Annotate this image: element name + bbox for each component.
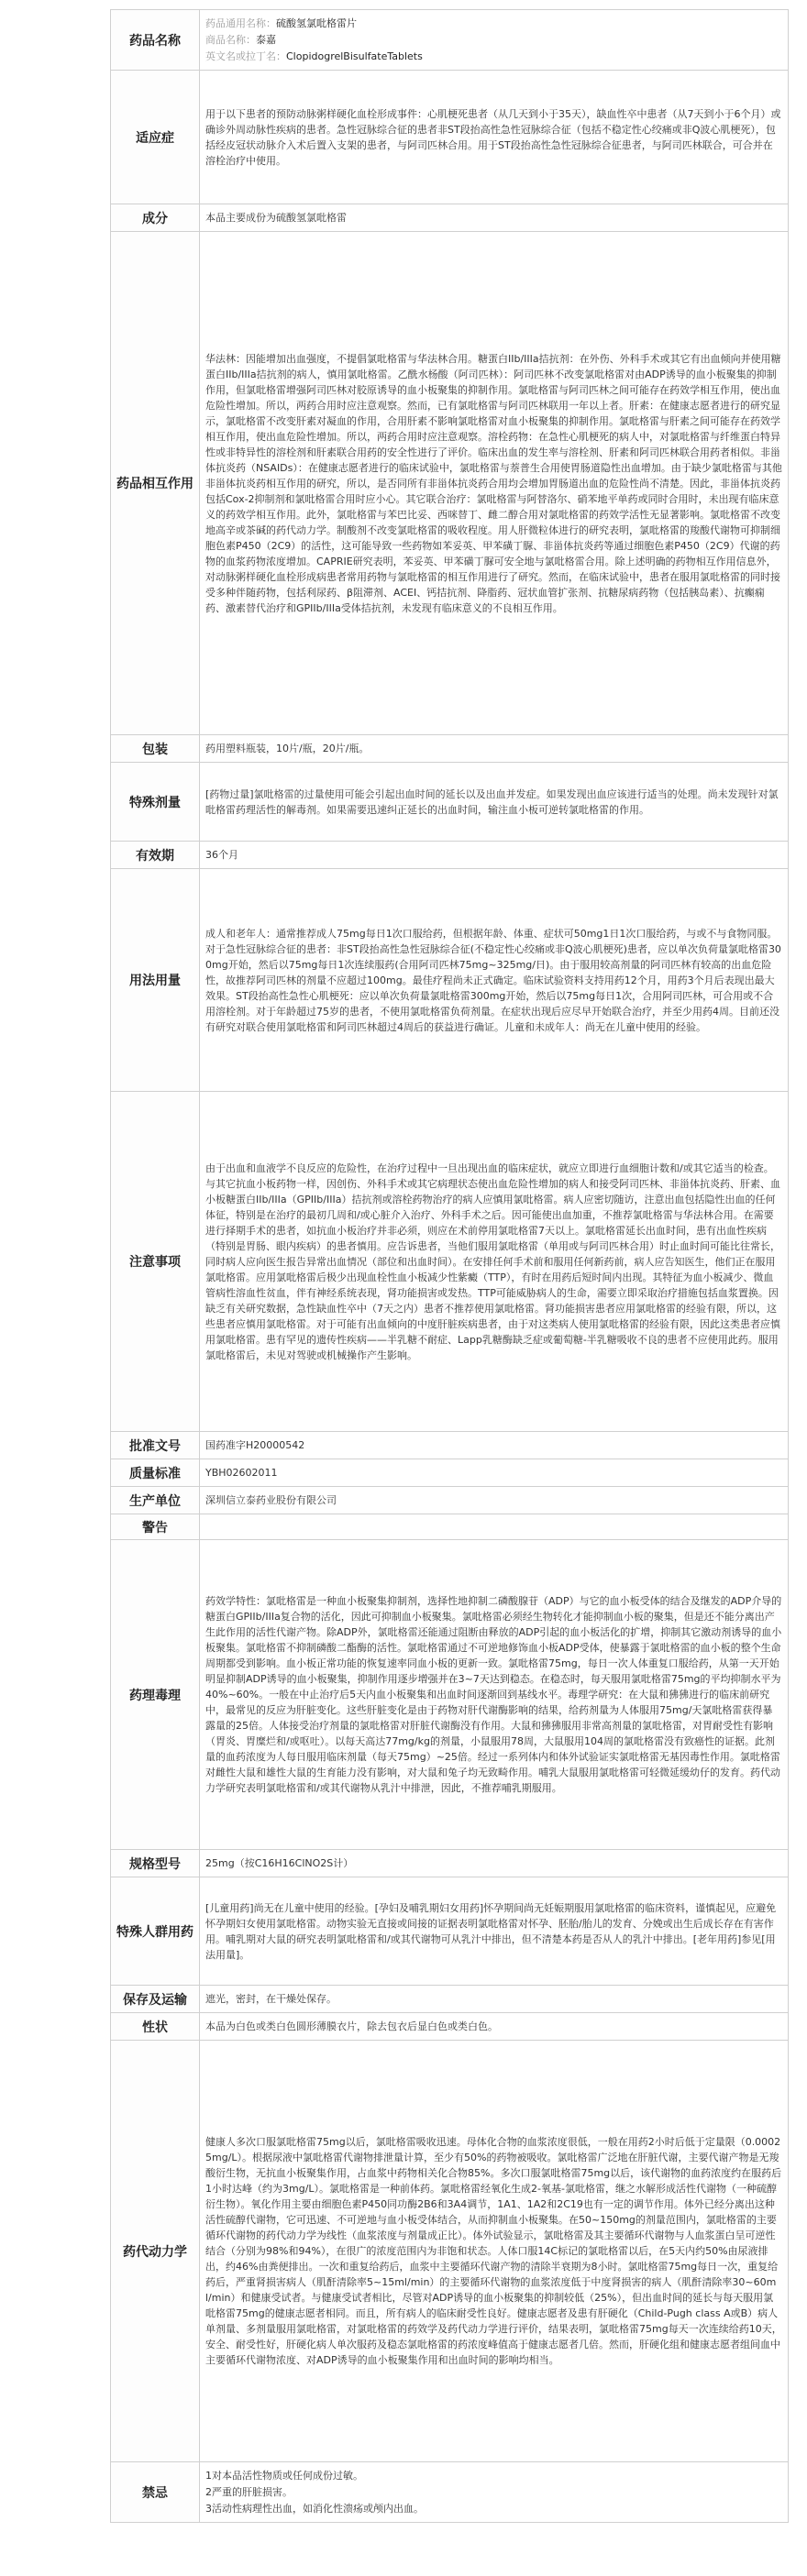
row-package	[111, 735, 789, 763]
label-validity: 有效期	[111, 842, 200, 869]
value-name	[200, 10, 789, 71]
value-interactions: 华法林：因能增加出血强度，不提倡氯吡格雷与华法林合用。糖蛋白IIb/IIIa拮抗剂：在外伤、外科手术或其它有出血倾向并使用糖蛋白IIb/IIIa拮抗剂的病人，慎用氯吡格雷。乙酰水杨酸（阿司匹林）：阿司匹林不改变氯吡格雷对由ADP诱导的血小板聚集的抑制作用，但氯吡格雷增强阿司匹林对胶原诱导的血小板聚集的抑制作用。氯吡格雷与阿司匹林之间可能存在药效学相互作用，使出血危险性增加。所以，两药合用时应注意观察。然而，已有氯吡格雷与阿司匹林联用一年以上者。肝素：在健康志愿者进行的研究显示，氯吡格雷不改变肝素对凝血的作用，合用肝素不影响氯吡格雷对血小板聚集的抑制作用。氯吡格雷与肝素之间可能存在药效学相互作用，使出血危险性增加。所以，两药合用时应注意观察。溶栓药物：在急性心肌梗死的病人中，对氯吡格雷与纤维蛋白特异性或非特异性的溶栓剂和肝素联合用药的安全性进行了评价。临床出血的发生率与溶栓剂、肝素和阿司匹林联合用药者相似。非甾体抗炎药（NSAIDs）：在健康志愿者进行的临床试验中，氯吡格雷与萘普生合用使胃肠道隐性出血增加。由于缺少氯吡格雷与其他非甾体抗炎药相互作用的研究，所以，是否同所有非甾体抗炎药合用均会增加胃肠道出血的危险性尚不清楚。因此，非甾体抗炎药包括Cox-2抑制剂和氯吡格雷合用时应小心。其它联合治疗：氯吡格雷与阿替洛尔、硝苯地平单药或同时合用时，未出现有临床意义的药效学相互作用。此外，氯吡格雷与苯巴比妥、西咪替丁、雌二醇合用对氯吡格雷的药效学活性无显著影响。氯吡格雷不改变地高辛或茶碱的药代动力学。制酸剂不改变氯吡格雷的吸收程度。用人肝微粒体进行的研究表明，氯吡格雷的羧酸代谢物可抑制细胞色素P450（2C9）的活性，这可能导致一些药物如苯妥英、甲苯磺丁脲、非甾体抗炎药等通过细胞色素P450（2C9）代谢的药物的血浆药物浓度增加。CAPRIE研究表明，苯妥英、甲苯磺丁脲可安全地与氯吡格雷合用。除上述明确的药物相互作用信息外，对动脉粥样硬化血栓形成病患者常用药物与氯吡格雷的相互作用进行了研究。然而，在临床试验中，患者在服用氯吡格雷的同时接受多种伴随药物，包括利尿药、β阻滞剂、ACEI、钙拮抗剂、降脂药、冠状血管扩张剂、抗糖尿病药物（包括胰岛素）、抗癫痫药、激素替代治疗和GPIIb/IIIa受体拮抗剂，未发现有临床意义的不良相互作用。	[200, 232, 789, 735]
row-composition	[111, 204, 789, 232]
value-dosage: 成人和老年人：通常推荐成人75mg每日1次口服给药，但根据年龄、体重、症状可50mg1日1次口服给药，与或不与食物同服。对于急性冠脉综合征的患者：非ST段抬高性急性冠脉综合征(不稳定性心绞痛或非Q波心肌梗死)患者，应以单次负荷量氯吡格雷300mg开始，然后以75mg每日1次连续服药(合用阿司匹林75mg~325mg/日)。由于服用较高剂量的阿司匹林有较高的出血危险性，故推荐阿司匹林的剂量不应超过100mg。最佳疗程尚未正式确定。临床试验资料支持用药12个月，用药3个月后表现出最大效果。ST段抬高性急性心肌梗死：应以单次负荷量氯吡格雷300mg开始，然后以75mg每日1次，合用阿司匹林，可合用或不合用溶栓剂。对于年龄超过75岁的患者，不使用氯吡格雷负荷剂量。在症状出现后应尽早开始联合治疗，并至少用药4周。目前还没有研究对联合使用氯吡格雷和阿司匹林超过4周后的获益进行确证。儿童和未成年人：尚无在儿童中使用的经验。	[200, 869, 789, 1092]
label-pharmacokinetics: 药代动力学	[111, 2041, 200, 2462]
value-contraindications	[200, 2462, 789, 2523]
contraindication-item: 3活动性病理性出血，如消化性溃疡或颅内出血。	[205, 2502, 424, 2515]
label-composition: 成分	[111, 204, 200, 232]
row-warning	[111, 1514, 789, 1540]
row-pharmacology	[111, 1540, 789, 1850]
row-spec	[111, 1850, 789, 1877]
generic-name-line	[205, 16, 782, 32]
row-contraindications	[111, 2462, 789, 2523]
trade-name-key: 商品名称：	[205, 33, 256, 46]
label-dosage: 用法用量	[111, 869, 200, 1092]
value-quality: YBH02602011	[200, 1459, 789, 1487]
value-precautions: 由于出血和血液学不良反应的危险性，在治疗过程中一旦出现出血的临床症状，就应立即进行血细胞计数和/或其它适当的检查。与其它抗血小板药物一样，因创伤、外科手术或其它病理状态使出血危险性增加的病人和接受阿司匹林、非甾体抗炎药、肝素、血小板糖蛋白IIb/IIIa（GPIIb/IIIa）拮抗剂或溶栓药物治疗的病人应慎用氯吡格雷。病人应密切随访，注意出血包括隐性出血的任何体征，特别是在治疗的最初几周和/或心脏介入治疗、外科手术之后。因可能使出血加重，不推荐氯吡格雷与华法林合用。在需要进行择期手术的患者，如抗血小板治疗并非必须，则应在术前停用氯吡格雷7天以上。氯吡格雷延长出血时间，患有出血性疾病（特别是胃肠、眼内疾病）的患者慎用。应告诉患者，当他们服用氯吡格雷（单用或与阿司匹林合用）时止血时间可能比往常长，同时病人应向医生报告异常出血情况（部位和出血时间）。在安排任何手术前和服用任何新药前，病人应告知医生，他们正在服用氯吡格雷。应用氯吡格雷后极少出现血栓性血小板减少性紫癜（TTP），有时在用药后短时间内出现。其特征为血小板减少、微血管病性溶血性贫血，伴有神经系统表现，肾功能损害或发热。TTP可能威胁病人的生命，需要立即采取治疗措施包括血浆置换。因缺乏有关研究数据，急性缺血性卒中（7天之内）患者不推荐使用氯吡格雷。肾功能损害患者应用氯吡格雷的经验有限，所以，这些患者应慎用氯吡格雷。对于可能有出血倾向的中度肝脏疾病患者，由于对这类病人使用氯吡格雷的经验有限，因此这类患者应慎用氯吡格雷。患有罕见的遗传性疾病——半乳糖不耐症、Lapp乳糖酶缺乏症或葡萄糖-半乳糖吸收不良的患者不应使用此药。服用氯吡格雷后，未见对驾驶或机械操作产生影响。	[200, 1092, 789, 1432]
trade-name-line	[205, 32, 782, 49]
label-storage: 保存及运输	[111, 1986, 200, 2013]
value-character: 本品为白色或类白色圆形薄膜衣片，除去包衣后显白色或类白色。	[200, 2013, 789, 2041]
contraindication-item: 2严重的肝脏损害。	[205, 2485, 293, 2498]
row-special-dose	[111, 763, 789, 842]
row-interactions	[111, 232, 789, 735]
value-pharmacology: 药效学特性：氯吡格雷是一种血小板聚集抑制剂，选择性地抑制二磷酸腺苷（ADP）与它的血小板受体的结合及继发的ADP介导的糖蛋白GPIIb/IIIa复合物的活化，因此可抑制血小板聚集。氯吡格雷必须经生物转化才能抑制血小板的聚集，但是还不能分离出产生此作用的活性代谢产物。除ADP外，氯吡格雷还能通过阻断由释放的ADP引起的血小板活化的扩增，抑制其它激动剂诱导的血小板聚集。氯吡格雷不抑制磷酸二酯酶的活性。氯吡格雷通过不可逆地修饰血小板ADP受体，使暴露于氯吡格雷的血小板的整个生命周期都受到影响。血小板正常功能的恢复速率同血小板的更新一致。氯吡格雷75mg，每日一次人体重复口服给药，从第一天开始明显抑制ADP诱导的血小板聚集，抑制作用逐步增强并在3~7天达到稳态。在稳态时，每天服用氯吡格雷75mg的平均抑制水平为40%~60%。一般在中止治疗后5天内血小板聚集和出血时间逐渐回到基线水平。毒理学研究：在大鼠和狒狒进行的临床前研究中，最常见的反应为肝脏变化。这些肝脏变化是由于药物对肝代谢酶影响的结果，给药剂量为人体服用75mg/天氯吡格雷获得暴露量的25倍。人体接受治疗剂量的氯吡格雷对肝脏代谢酶没有作用。大鼠和狒狒服用非常高剂量的氯吡格雷，对胃耐受性有影响（胃炎、胃糜烂和/或呕吐）。以每天高达77mg/kg的剂量，小鼠服用78周，大鼠服用104周的氯吡格雷没有致癌性的证据。此剂量的血药浓度为人每日服用临床剂量（每天75mg）~25倍。经过一系列体内和体外试验证实氯吡格雷无基因毒性作用。氯吡格雷对雌性大鼠和雄性大鼠的生育能力没有影响，对大鼠和兔子均无致畸作用。哺乳大鼠服用氯吡格雷可轻微延缓幼仔的发育。药代动力学研究表明氯吡格雷和/或其代谢物从乳汁中排泄，因此，不推荐哺乳期服用。	[200, 1540, 789, 1850]
label-special-dose: 特殊剂量	[111, 763, 200, 842]
trade-name: 泰嘉	[256, 33, 276, 46]
row-storage	[111, 1986, 789, 2013]
row-maker	[111, 1487, 789, 1514]
row-quality	[111, 1459, 789, 1487]
value-maker: 深圳信立泰药业股份有限公司	[200, 1487, 789, 1514]
row-name	[111, 10, 789, 71]
label-maker: 生产单位	[111, 1487, 200, 1514]
label-name: 药品名称	[111, 10, 200, 71]
contraindication-item: 1对本品活性物质或任何成份过敏。	[205, 2469, 363, 2482]
label-approval: 批准文号	[111, 1432, 200, 1459]
value-indications: 用于以下患者的预防动脉粥样硬化血栓形成事件：心肌梗死患者（从几天到小于35天），缺血性卒中患者（从7天到小于6个月）或确诊外周动脉性疾病的患者。急性冠脉综合征的患者非ST段抬高性急性冠脉综合征（包括不稳定性心绞痛或非Q波心肌梗死），包括经皮冠状动脉介入术后置入支架的患者，与阿司匹林合用。用于ST段抬高性急性冠脉综合征患者，与阿司匹林联合，可合并在溶栓治疗中使用。	[200, 71, 789, 204]
generic-name-key: 药品通用名称：	[205, 17, 276, 29]
generic-name: 硫酸氢氯吡格雷片	[276, 17, 357, 29]
row-character	[111, 2013, 789, 2041]
label-package: 包装	[111, 735, 200, 763]
label-character: 性状	[111, 2013, 200, 2041]
value-warning	[200, 1514, 789, 1540]
label-contraindications: 禁忌	[111, 2462, 200, 2523]
label-pharmacology: 药理毒理	[111, 1540, 200, 1850]
value-special-population: [儿童用药]尚无在儿童中使用的经验。[孕妇及哺乳期妇女用药]怀孕期间尚无妊娠期服用氯吡格雷的临床资料，谨慎起见，应避免怀孕期妇女使用氯吡格雷。动物实验无直接或间接的证据表明氯吡格雷对怀孕、胚胎/胎儿的发育、分娩或出生后成长存在有害作用。哺乳期对大鼠的研究表明氯吡格雷和/或其代谢物可从乳汁中排出，但不清楚本药是否从人的乳汁中排出。[老年用药]参见[用法用量]。	[200, 1877, 789, 1986]
value-spec: 25mg（按C16H16ClNO2S计）	[200, 1850, 789, 1877]
value-package: 药用塑料瓶装，10片/瓶，20片/瓶。	[200, 735, 789, 763]
value-approval: 国药准字H20000542	[200, 1432, 789, 1459]
row-approval	[111, 1432, 789, 1459]
value-composition: 本品主要成份为硫酸氢氯吡格雷	[200, 204, 789, 232]
label-spec: 规格型号	[111, 1850, 200, 1877]
label-precautions: 注意事项	[111, 1092, 200, 1432]
value-pharmacokinetics: 健康人多次口服氯吡格雷75mg以后，氯吡格雷吸收迅速。母体化合物的血浆浓度很低，一般在用药2小时后低于定量限（0.00025mg/L）。根据尿液中氯吡格雷代谢物排泄量计算，至少有50%的药物被吸收。氯吡格雷广泛地在肝脏代谢，主要代谢产物是无羧酸衍生物，无抗血小板聚集作用，占血浆中药物相关化合物85%。多次口服氯吡格雷75mg以后，该代谢物的血药浓度约在服药后1小时达峰（约为3mg/L）。氯吡格雷是一种前体药。氯吡格雷经氧化生成2-氧基-氯吡格雷，继之水解形成活性代谢物（一种硫醇衍生物）。氧化作用主要由细胞色素P450同功酶2B6和3A4调节，1A1、1A2和2C19也有一定的调节作用。体外已经分离出这种活性硫醇代谢物，它可迅速、不可逆地与血小板受体结合，从而抑制血小板聚集。在50~150mg的剂量范围内，氯吡格雷的主要循环代谢物的药代动力学为线性（血浆浓度与剂量成正比）。体外试验显示，氯吡格雷及其主要循环代谢物与人血浆蛋白呈可逆性结合（分别为98%和94%），在很广的浓度范围内为非饱和状态。人体口服14C标记的氯吡格雷以后，在5天内约50%由尿液排出，约46%由粪便排出。一次和重复给药后，血浆中主要循环代谢产物的清除半衰期为8小时。氯吡格雷75mg每日一次，重复给药后，严重肾损害病人（肌酐清除率5~15ml/min）的主要循环代谢物的血浆浓度低于中度肾损害的病人（肌酐清除率30~60ml/min）和健康受试者。与健康受试者相比，尽管对ADP诱导的血小板聚集的抑制较低（25%），但出血时间的延长与每天服用氯吡格雷75mg的健康志愿者相同。而且，所有病人的临床耐受性良好。健康志愿者及患有肝硬化（Child-Pugh class A或B）病人单剂量、多剂量服用氯吡格雷，对氯吡格雷的药效学及药代动力学进行评价，结果表明，氯吡格雷75mg每天一次连续给药10天，安全、耐受性好，肝硬化病人单次服药及稳态氯吡格雷的药浓度峰值高于健康志愿者几倍。然而，肝硬化组和健康志愿者组间血中主要循环代谢物浓度、对ADP诱导的血小板聚集作用和出血时间的影响均相当。	[200, 2041, 789, 2462]
row-indications	[111, 71, 789, 204]
row-dosage	[111, 869, 789, 1092]
english-name-line	[205, 49, 782, 65]
english-name-key: 英文名或拉丁名：	[205, 50, 286, 62]
label-warning: 警告	[111, 1514, 200, 1540]
label-quality: 质量标准	[111, 1459, 200, 1487]
value-storage: 遮光，密封，在干燥处保存。	[200, 1986, 789, 2013]
drug-spec-table	[110, 9, 789, 2523]
row-validity	[111, 842, 789, 869]
label-special-population: 特殊人群用药	[111, 1877, 200, 1986]
label-indications: 适应症	[111, 71, 200, 204]
row-pharmacokinetics	[111, 2041, 789, 2462]
english-name: ClopidogrelBisulfateTablets	[286, 50, 423, 62]
value-special-dose: [药物过量]氯吡格雷的过量使用可能会引起出血时间的延长以及出血并发症。如果发现出血应该进行适当的处理。尚未发现针对氯吡格雷药理活性的解毒剂。如果需要迅速纠正延长的出血时间，输注血小板可逆转氯吡格雷的作用。	[200, 763, 789, 842]
row-special-population	[111, 1877, 789, 1986]
row-precautions	[111, 1092, 789, 1432]
value-validity: 36个月	[200, 842, 789, 869]
label-interactions: 药品相互作用	[111, 232, 200, 735]
